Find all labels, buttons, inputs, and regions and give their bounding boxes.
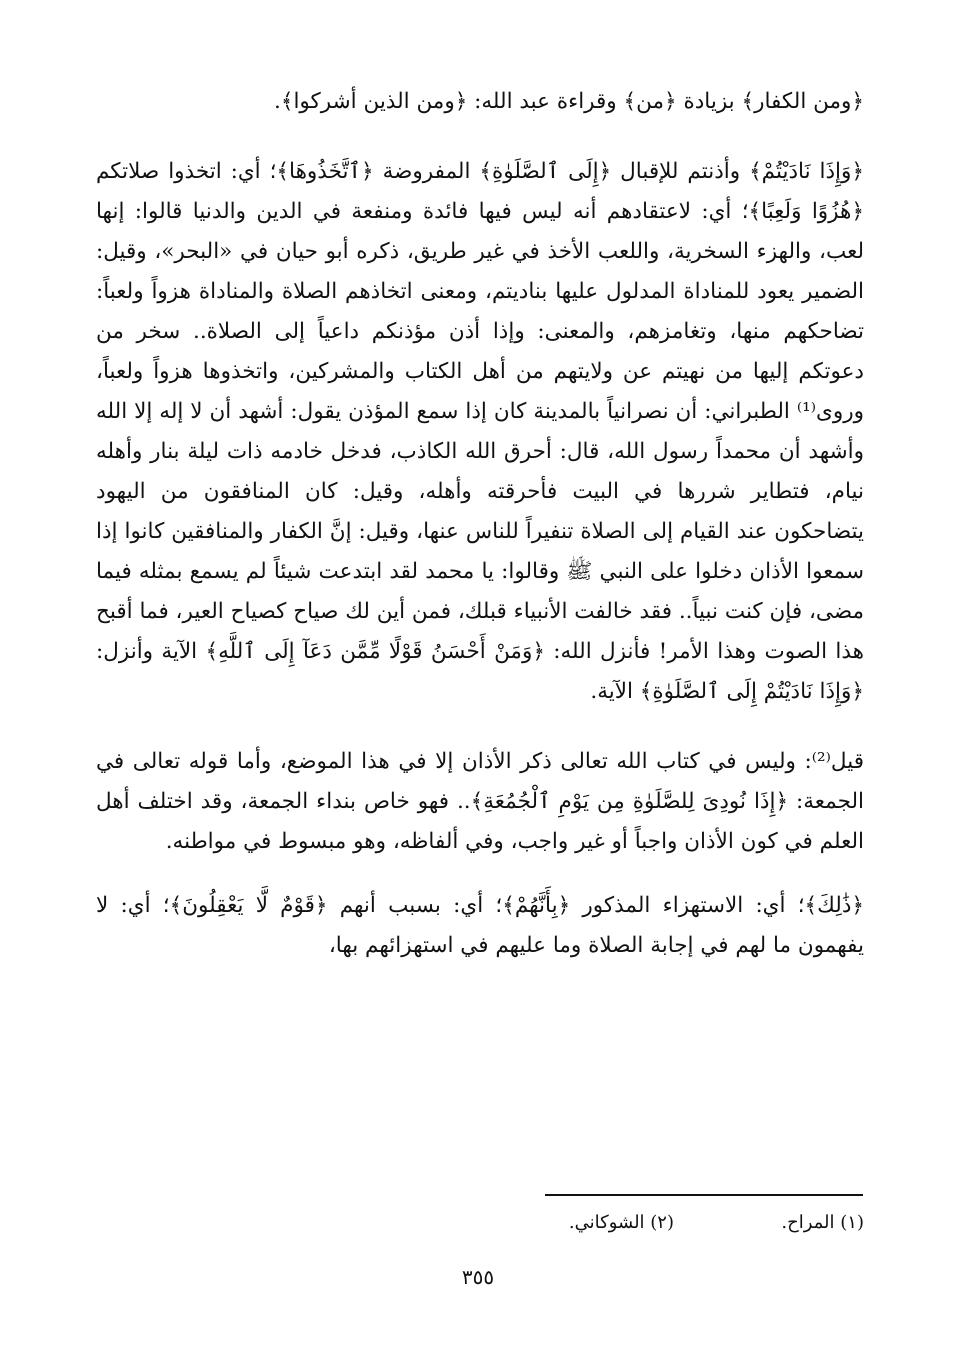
page-number: ٣٥٥ (461, 1265, 495, 1289)
paragraph-qiraat: ﴿ومن الكفار﴾ بزيادة ﴿من﴾ وقراءة عبد الله: ﴿ومن الذين أشركوا﴾. (274, 89, 864, 114)
paragraph-adhan-mockery: ﴿وَإِذَا نَادَيْتُمْ﴾ وأذنتم للإقبال ﴿إِلَى ٱلصَّلَوٰةِ﴾ المفروضة ﴿ٱتَّخَذُوهَا﴾؛ أي: اتخذوا صلاتكم ﴿هُزُوًا وَلَعِبًا﴾؛ أي: لاعتقادهم أنه ليس فيها فائدة ومنفعة في الدين والدنيا قالوا: إنها لعب، والهزء السخرية، واللعب الأخذ في غير طريق، ذكره أبو حيان في «البحر»، وقيل: الضمير يعود للمناداة المدلول عليها بناديتم، ومعنى اتخاذهم الصلاة والمناداة هزواً ولعباً: تضاحكهم منها، وتغامزهم، والمعنى: وإذا أذن مؤذنكم داعياً إلى الصلاة.. سخر من دعوتكم إليها من نهيتم عن ولايتهم من أهل الكتاب والمشركين، واتخذوها هزواً ولعباً، وروى⁽¹⁾ الطبراني: أن نصرانياً بالمدينة كان إذا سمع المؤذن يقول: أشهد أن لا إله إلا الله وأشهد أن محمداً رسول الله، قال: أحرق الله الكاذب، فدخل خادمه ذات ليلة بنار وأهله نيام، فتطاير شررها في البيت فأحرقته وأهله، وقيل: كان المنافقون من اليهود يتضاحكون عند القيام إلى الصلاة تنفيراً للناس عنها، وقيل: إنَّ الكفار والمنافقين كانوا إذا سمعوا الأذان دخلوا على النبي ﷺ وقالوا: يا محمد لقد ابتدعت شيئاً لم يسمع بمثله فيما مضى، فإن كنت نبياً.. فقد خالفت الأنبياء قبلك، فمن أين لك صياح كصياح العير، فما أقبح هذا الصوت وهذا الأمر! فأنزل الله: ﴿وَمَنْ أَحْسَنُ قَوْلًا مِّمَّن دَعَآ إِلَى ٱللَّهِ﴾ الآية وأنزل: ﴿وَإِذَا نَادَيْتُمْ إِلَى ٱلصَّلَوٰةِ﴾ الآية. (96, 159, 864, 704)
footnotes (94, 1210, 864, 1236)
footnote-separator (545, 1194, 863, 1196)
paragraph-gap (96, 862, 864, 886)
paragraph-gap (96, 712, 864, 742)
paragraph-dhalika: ﴿ذَٰلِكَ﴾؛ أي: الاستهزاء المذكور ﴿بِأَنَّهُمْ﴾؛ أي: بسبب أنهم ﴿قَوْمٌ لَّا يَعْقِلُونَ﴾؛ أي: لا يفهمون ما لهم في إجابة الصلاة وما عليهم في استهزائهم بها، (96, 893, 864, 958)
body-text (96, 82, 864, 966)
paragraph-gap (96, 122, 864, 152)
footnote-1: (١) المراح. (781, 1212, 864, 1233)
footnote-2: (٢) الشوكاني. (568, 1212, 674, 1233)
paragraph-adhan-mention: قيل⁽²⁾: وليس في كتاب الله تعالى ذكر الأذان إلا في هذا الموضع، وأما قوله تعالى في الجمعة: ﴿إِذَا نُودِىَ لِلصَّلَوٰةِ مِن يَوْمِ ٱلْجُمُعَةِ﴾.. فهو خاص بنداء الجمعة، وقد اختلف أهل العلم في كون الأذان واجباً أو غير واجب، وفي ألفاظه، وهو مبسوط في مواطنه. (96, 749, 864, 854)
